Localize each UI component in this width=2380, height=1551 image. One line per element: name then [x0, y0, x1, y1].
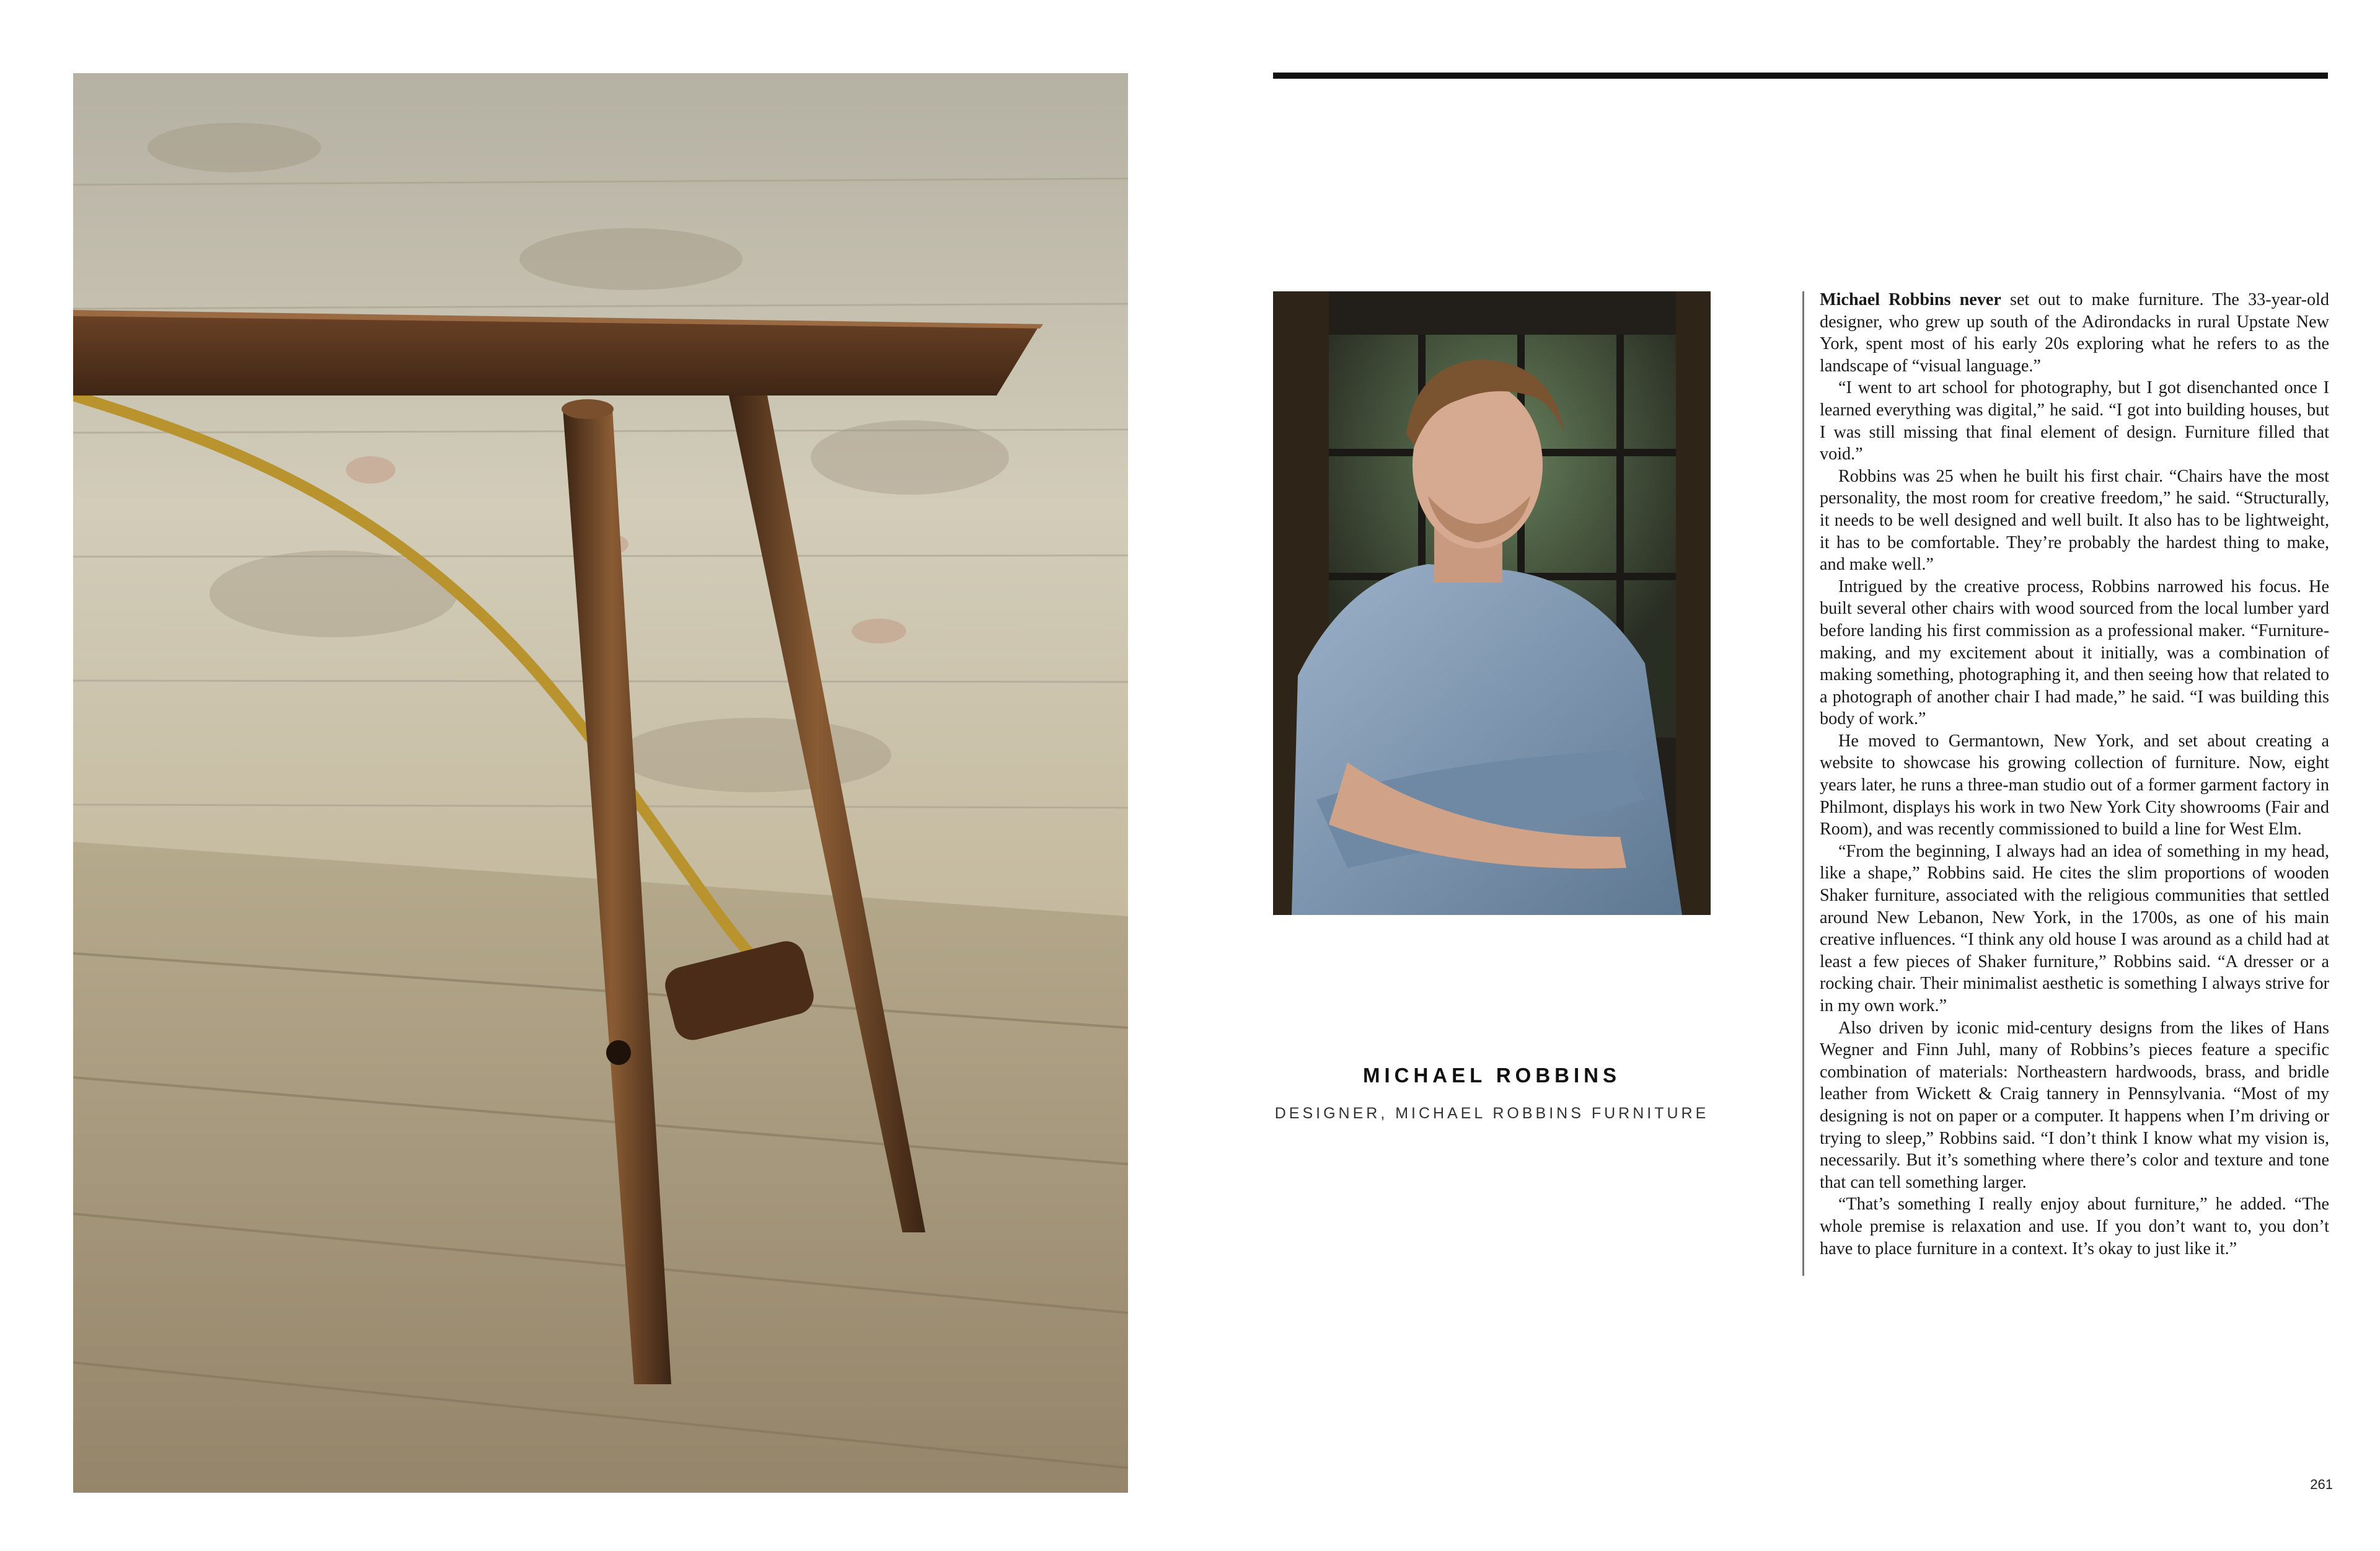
table-photo [73, 73, 1128, 1493]
article-paragraph: He moved to Germantown, New York, and set about creating a website to showcase his growing collection of furniture. Now, eight years later, he runs a three-man studio out of a former garment factory in Philmont, displays his work in two New York City showrooms (Fair and Room), and was recently commissioned to build a line for West Elm. [1820, 731, 2329, 839]
article-paragraph: Also driven by iconic mid-century designs from the likes of Hans Wegner and Finn Juhl, many of Robbins’s pieces feature a specific combination of materials: Northeastern hardwoods, brass, and bridle leather from Wickett & Craig tannery in Pennsylvania. “Most of my designing is not on paper or a computer. It happens when I’m driving or trying to sleep,” Robbins said. “I don’t think I know what my vision is, necessarily. But it’s something where there’s color and texture and tone that can tell something larger. [1820, 1018, 2329, 1192]
article-paragraph: Robbins was 25 when he built his first chair. “Chairs have the most personality, the most room for creative freedom,” he said. “Structurally, it needs to be well designed and well built. It also has to be lightweight, it has to be comfortable. They’re probably the hardest thing to make, and make well.” [1820, 466, 2329, 575]
article-body [1820, 289, 2329, 1260]
designer-portrait-photo [1273, 291, 1711, 915]
article-paragraph: Intrigued by the creative process, Robbins narrowed his focus. He built several other chairs with wood sourced from the local lumber yard before landing his first commission as a professional maker. “Furniture-making, and my excitement about it initially, was a combination of making something, photographing it, and then seeing how that related to a photograph of another chair I had made,” he said. “I was building this body of work.” [1820, 577, 2329, 729]
page-number: 261 [2310, 1477, 2333, 1492]
article-paragraph: “I went to art school for photography, but I got disenchanted once I learned everything was digital,” he said. “I got into building houses, but I was still missing that final element of design. Furniture filled that void.” [1820, 378, 2329, 464]
article-paragraph-text: set out to make furniture. The 33-year-old designer, who grew up south of the Adirondacks in rural Upstate New York, spent most of his early 20s exploring what he refers to as the landscape of “visual language.” [1820, 290, 2329, 376]
article-paragraph: “That’s something I really enjoy about furniture,” he added. “The whole premise is relaxation and use. If you don’t want to, you don’t have to place furniture in a context. It’s okay to just like it.” [1820, 1195, 2329, 1258]
article-paragraph [1820, 289, 2329, 377]
article-paragraph: “From the beginning, I always had an idea of something in my head, like a shape,” Robbins said. He cites the slim proportions of wooden Shaker furniture, associated with the religious communities that settled around New Lebanon, New York, in the 1700s, as one of his main creative influences. “I think any old house I was around as a child had at least a few pieces of Shaker furniture,” Robbins said. “A dresser or a rocking chair. Their minimalist aesthetic is something I always strive for in my own work.” [1820, 841, 2329, 1015]
column-rule [1802, 291, 1804, 1276]
designer-role-caption: DESIGNER, MICHAEL ROBBINS FURNITURE [1274, 1105, 1709, 1122]
top-rule [1273, 73, 2328, 79]
designer-name-caption: MICHAEL ROBBINS [1362, 1064, 1621, 1087]
article-lead-in: Michael Robbins never [1820, 290, 2001, 309]
